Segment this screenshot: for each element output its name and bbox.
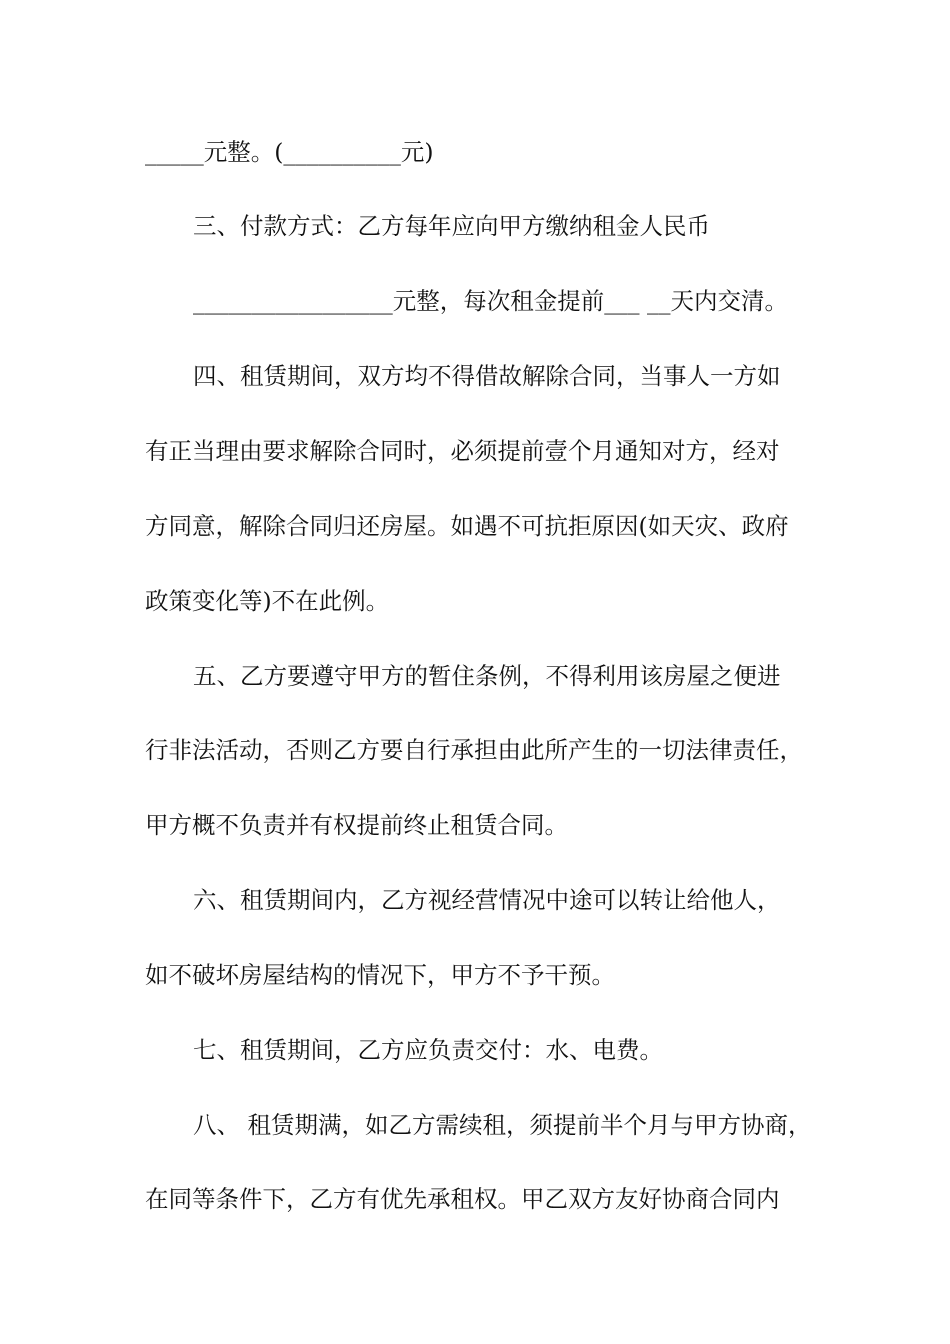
- text-line-3: _________________元整，每次租金提前___ __天内交清。: [193, 287, 788, 315]
- text-line-2: 三、付款方式：乙方每年应向甲方缴纳租金人民币: [193, 212, 710, 240]
- text-line-15: 在同等条件下，乙方有优先承租权。甲乙双方友好协商合同内: [145, 1185, 780, 1213]
- text-line-4: 四、租赁期间，双方均不得借故解除合同，当事人一方如: [193, 362, 781, 390]
- text-line-13: 七、租赁期间，乙方应负责交付：水、电费。: [193, 1036, 663, 1064]
- text-line-11: 六、租赁期间内，乙方视经营情况中途可以转让给他人，: [193, 886, 781, 914]
- text-line-9: 行非法活动，否则乙方要自行承担由此所产生的一切法律责任，: [145, 736, 803, 764]
- text-line-1: _____元整。(__________元): [145, 138, 434, 166]
- text-line-7: 政策变化等)不在此例。: [145, 587, 390, 615]
- text-line-10: 甲方概不负责并有权提前终止租赁合同。: [145, 811, 568, 839]
- text-line-12: 如不破坏房屋结构的情况下，甲方不予干预。: [145, 961, 615, 989]
- text-line-5: 有正当理由要求解除合同时，必须提前壹个月通知对方，经对: [145, 437, 780, 465]
- text-line-6: 方同意，解除合同归还房屋。如遇不可抗拒原因(如天灾、政府: [145, 512, 789, 540]
- text-line-14: 八、 租赁期满，如乙方需续租，须提前半个月与甲方协商，: [193, 1111, 812, 1139]
- text-line-8: 五、乙方要遵守甲方的暂住条例，不得利用该房屋之便进: [193, 662, 781, 690]
